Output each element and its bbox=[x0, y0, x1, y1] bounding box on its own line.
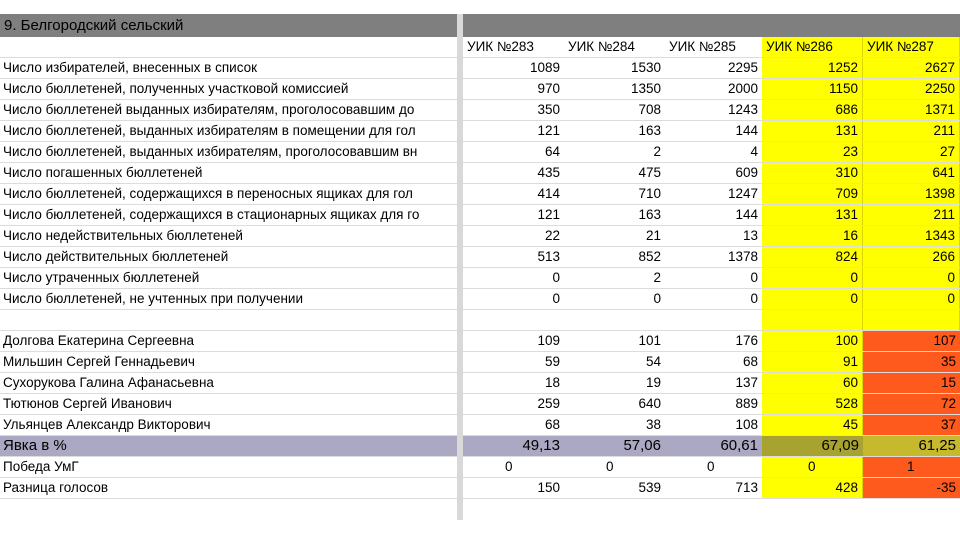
table-row bbox=[0, 415, 960, 436]
table-cell[interactable] bbox=[463, 310, 564, 330]
table-cell[interactable]: 2295 bbox=[727, 60, 758, 75]
row-label[interactable]: Число недействительных бюллетеней bbox=[3, 228, 243, 243]
table-cell[interactable]: 0 bbox=[762, 289, 863, 309]
table-cell[interactable]: 23 bbox=[762, 142, 863, 162]
table-cell[interactable]: 68 bbox=[742, 354, 758, 369]
table-cell[interactable]: 131 bbox=[762, 205, 863, 225]
row-label[interactable]: Число бюллетеней, содержащихся в стационарных ящиках для го bbox=[3, 207, 420, 222]
table-cell[interactable]: 475 bbox=[638, 165, 661, 180]
table-row bbox=[0, 226, 960, 247]
table-cell[interactable]: 0 bbox=[606, 459, 614, 474]
table-cell[interactable]: 121 bbox=[537, 207, 560, 222]
row-label[interactable]: Победа УмГ bbox=[3, 459, 79, 474]
column-header-row bbox=[0, 37, 960, 58]
table-cell[interactable]: 144 bbox=[735, 123, 758, 138]
table-cell[interactable]: 1378 bbox=[727, 249, 758, 264]
row-label[interactable]: Явка в % bbox=[3, 437, 67, 454]
table-cell[interactable]: 38 bbox=[645, 417, 661, 432]
table-cell[interactable]: 18 bbox=[544, 375, 560, 390]
row-label[interactable]: Число утраченных бюллетеней bbox=[3, 270, 200, 285]
row-label[interactable]: Число действительных бюллетеней bbox=[3, 249, 229, 264]
section-title: 9. Белгородский сельский bbox=[4, 17, 184, 34]
table-cell[interactable]: 19 bbox=[645, 375, 661, 390]
table-cell[interactable] bbox=[762, 310, 863, 330]
row-label[interactable]: Число погашенных бюллетеней bbox=[3, 165, 203, 180]
table-cell[interactable]: 57,06 bbox=[623, 437, 661, 454]
table-cell[interactable]: 21 bbox=[645, 228, 661, 243]
table-cell[interactable]: 1530 bbox=[630, 60, 661, 75]
table-cell[interactable]: 0 bbox=[762, 268, 863, 288]
table-cell[interactable]: 970 bbox=[537, 81, 560, 96]
table-cell[interactable]: 1 bbox=[863, 457, 960, 477]
table-cell[interactable]: 0 bbox=[707, 459, 715, 474]
row-label[interactable]: Число бюллетеней, полученных участковой комиссией bbox=[3, 81, 349, 96]
table-cell[interactable]: 2 bbox=[653, 144, 661, 159]
table-row bbox=[0, 100, 960, 121]
table-cell[interactable]: 2250 bbox=[863, 79, 960, 99]
row-label[interactable]: Число бюллетеней, не учтенных при получении bbox=[3, 291, 303, 306]
table-row bbox=[0, 373, 960, 394]
table-row bbox=[0, 247, 960, 268]
table-cell[interactable]: 72 bbox=[863, 394, 960, 414]
table-row bbox=[0, 142, 960, 163]
table-cell[interactable]: 259 bbox=[537, 396, 560, 411]
row-label[interactable]: Число избирателей, внесенных в список bbox=[3, 60, 258, 75]
table-cell[interactable]: 889 bbox=[735, 396, 758, 411]
table-cell[interactable]: 824 bbox=[762, 247, 863, 267]
table-cell[interactable]: 713 bbox=[735, 480, 758, 495]
row-label[interactable]: Тютюнов Сергей Иванович bbox=[3, 396, 172, 411]
table-cell[interactable]: 852 bbox=[638, 249, 661, 264]
table-cell[interactable]: 528 bbox=[762, 394, 863, 414]
table-cell[interactable]: 15 bbox=[863, 373, 960, 393]
table-cell[interactable]: 0 bbox=[863, 268, 960, 288]
table-cell[interactable]: 68 bbox=[544, 417, 560, 432]
table-cell[interactable]: 100 bbox=[762, 331, 863, 351]
table-cell[interactable]: -35 bbox=[863, 478, 960, 498]
table-cell[interactable]: 641 bbox=[863, 163, 960, 183]
table-cell[interactable]: 686 bbox=[762, 100, 863, 120]
table-row bbox=[0, 121, 960, 142]
row-label[interactable]: Число бюллетеней, выданных избирателям в помещении для гол bbox=[3, 123, 416, 138]
column-header[interactable]: УИК №285 bbox=[669, 39, 736, 54]
table-cell[interactable]: 2000 bbox=[727, 81, 758, 96]
table-cell[interactable]: 150 bbox=[537, 480, 560, 495]
table-cell[interactable]: 0 bbox=[552, 291, 560, 306]
table-cell[interactable]: 16 bbox=[762, 226, 863, 246]
table-cell[interactable]: 1252 bbox=[762, 58, 863, 78]
table-cell[interactable]: 107 bbox=[863, 331, 960, 351]
table-cell[interactable]: 27 bbox=[863, 142, 960, 162]
table-cell[interactable]: 0 bbox=[762, 457, 863, 477]
table-row bbox=[0, 289, 960, 310]
table-cell[interactable]: 1398 bbox=[863, 184, 960, 204]
table-cell[interactable]: 266 bbox=[863, 247, 960, 267]
table-cell[interactable] bbox=[863, 310, 960, 330]
row-label[interactable]: Число бюллетеней выданных избирателям, проголосовавшим до bbox=[3, 102, 415, 117]
table-cell[interactable]: 137 bbox=[735, 375, 758, 390]
table-cell[interactable]: 609 bbox=[735, 165, 758, 180]
table-cell[interactable]: 710 bbox=[638, 186, 661, 201]
table-cell[interactable]: 0 bbox=[750, 270, 758, 285]
table-cell[interactable]: 1150 bbox=[762, 79, 863, 99]
table-cell[interactable]: 0 bbox=[863, 289, 960, 309]
table-row bbox=[0, 436, 960, 457]
table-row bbox=[0, 331, 960, 352]
table-row bbox=[0, 58, 960, 79]
table-row bbox=[0, 163, 960, 184]
table-cell[interactable]: 1247 bbox=[727, 186, 758, 201]
table-cell[interactable]: 310 bbox=[762, 163, 863, 183]
table-cell[interactable]: 211 bbox=[863, 205, 960, 225]
column-separator bbox=[457, 14, 463, 520]
row-label[interactable]: Число бюллетеней, содержащихся в переносных ящиках для гол bbox=[3, 186, 413, 201]
table-cell[interactable]: 37 bbox=[863, 415, 960, 435]
table-cell[interactable]: 1371 bbox=[863, 100, 960, 120]
table-cell[interactable]: 67,09 bbox=[762, 436, 863, 456]
table-cell[interactable]: 539 bbox=[638, 480, 661, 495]
table-cell[interactable]: 35 bbox=[863, 352, 960, 372]
column-header[interactable]: УИК №286 bbox=[762, 37, 863, 57]
table-row bbox=[0, 394, 960, 415]
row-label[interactable]: Мильшин Сергей Геннадьевич bbox=[3, 354, 195, 369]
table-cell[interactable]: 709 bbox=[762, 184, 863, 204]
table-row bbox=[0, 268, 960, 289]
table-cell[interactable]: 13 bbox=[742, 228, 758, 243]
table-cell[interactable]: 414 bbox=[537, 186, 560, 201]
table-row bbox=[0, 478, 960, 499]
table-cell[interactable]: 4 bbox=[750, 144, 758, 159]
table-cell[interactable]: 0 bbox=[505, 459, 513, 474]
table-cell[interactable]: 121 bbox=[537, 123, 560, 138]
column-header[interactable]: УИК №287 bbox=[863, 37, 960, 57]
row-label[interactable]: Ульянцев Александр Викторович bbox=[3, 417, 211, 432]
table-cell[interactable]: 350 bbox=[537, 102, 560, 117]
table-cell[interactable]: 1350 bbox=[630, 81, 661, 96]
table-row bbox=[0, 310, 960, 331]
table-cell[interactable]: 0 bbox=[653, 291, 661, 306]
row-label[interactable]: Долгова Екатерина Сергеевна bbox=[3, 333, 195, 348]
table-cell[interactable] bbox=[665, 310, 762, 330]
table-cell[interactable]: 60 bbox=[762, 373, 863, 393]
table-cell[interactable]: 435 bbox=[537, 165, 560, 180]
table-cell[interactable]: 144 bbox=[735, 207, 758, 222]
table-cell[interactable]: 2 bbox=[653, 270, 661, 285]
row-label[interactable]: Разница голосов bbox=[3, 480, 109, 495]
table-row bbox=[0, 205, 960, 226]
table-cell[interactable]: 49,13 bbox=[522, 437, 560, 454]
table-cell[interactable]: 513 bbox=[537, 249, 560, 264]
table-cell[interactable]: 640 bbox=[638, 396, 661, 411]
table-cell[interactable]: 2627 bbox=[863, 58, 960, 78]
spreadsheet bbox=[0, 14, 960, 524]
table-cell[interactable]: 0 bbox=[552, 270, 560, 285]
table-cell[interactable]: 1089 bbox=[529, 60, 560, 75]
table-cell[interactable]: 1343 bbox=[863, 226, 960, 246]
row-label[interactable]: Сухорукова Галина Афанасьевна bbox=[3, 375, 214, 390]
table-cell[interactable]: 1243 bbox=[727, 102, 758, 117]
table-row bbox=[0, 457, 960, 478]
row-label[interactable]: Число бюллетеней, выданных избирателям, проголосовавшим вн bbox=[3, 144, 418, 159]
table-cell[interactable]: 0 bbox=[750, 291, 758, 306]
table-cell[interactable]: 64 bbox=[544, 144, 560, 159]
table-cell[interactable]: 101 bbox=[638, 333, 661, 348]
table-cell[interactable]: 59 bbox=[544, 354, 560, 369]
column-header[interactable]: УИК №284 bbox=[568, 39, 635, 54]
table-cell[interactable]: 61,25 bbox=[863, 436, 960, 456]
column-header[interactable]: УИК №283 bbox=[467, 39, 534, 54]
table-cell[interactable]: 108 bbox=[735, 417, 758, 432]
table-cell[interactable]: 211 bbox=[863, 121, 960, 141]
table-cell[interactable]: 163 bbox=[638, 123, 661, 138]
row-label[interactable] bbox=[3, 310, 455, 330]
table-cell[interactable]: 54 bbox=[645, 354, 661, 369]
table-cell[interactable]: 708 bbox=[638, 102, 661, 117]
table-row bbox=[0, 79, 960, 100]
table-cell[interactable]: 109 bbox=[537, 333, 560, 348]
table-cell[interactable] bbox=[564, 310, 665, 330]
table-row bbox=[0, 184, 960, 205]
table-cell[interactable]: 45 bbox=[762, 415, 863, 435]
table-cell[interactable]: 428 bbox=[762, 478, 863, 498]
table-cell[interactable]: 22 bbox=[544, 228, 560, 243]
table-cell[interactable]: 91 bbox=[762, 352, 863, 372]
table-cell[interactable]: 131 bbox=[762, 121, 863, 141]
table-cell[interactable]: 163 bbox=[638, 207, 661, 222]
table-row bbox=[0, 352, 960, 373]
table-cell[interactable]: 176 bbox=[735, 333, 758, 348]
table-cell[interactable]: 60,61 bbox=[720, 437, 758, 454]
